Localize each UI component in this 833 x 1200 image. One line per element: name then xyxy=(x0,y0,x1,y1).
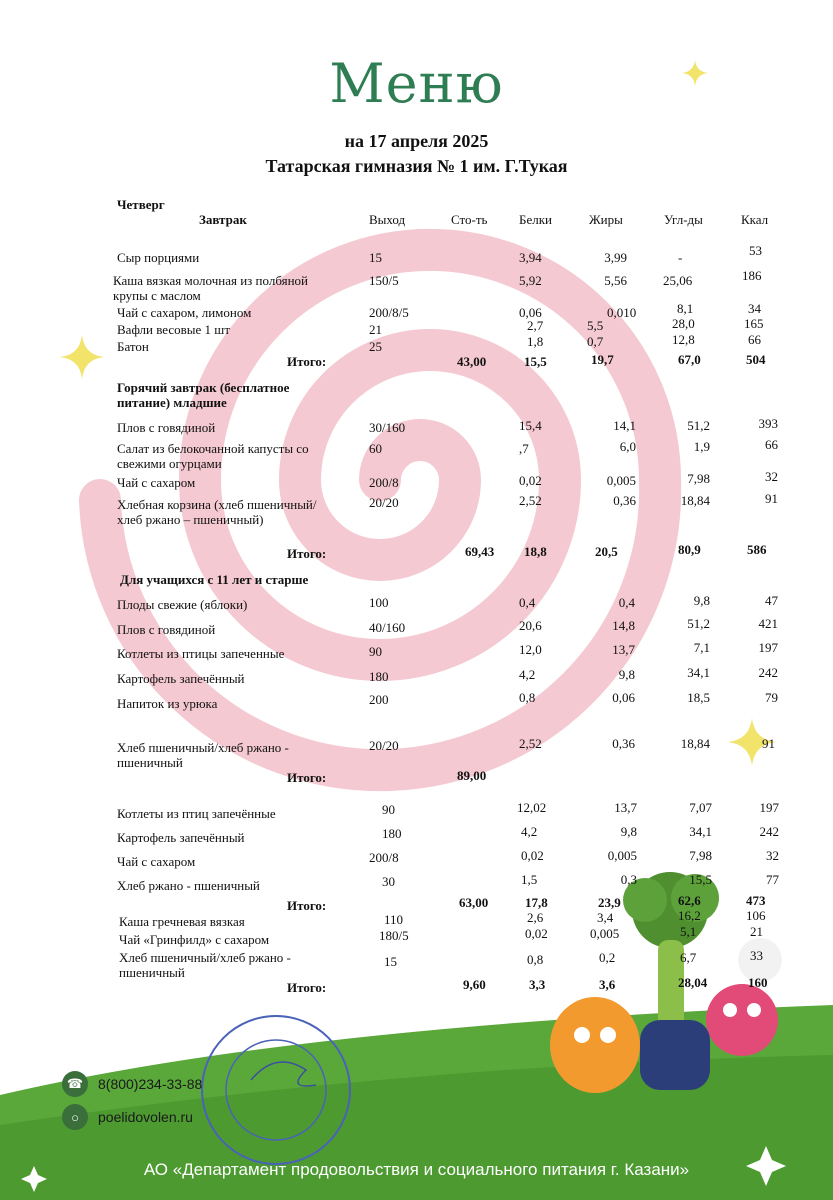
dish-kcal: 106 xyxy=(746,908,766,923)
dish-fat: 0,005 xyxy=(606,473,636,488)
col-header-carbs: Угл-ды xyxy=(664,212,703,227)
dish-kcal: 32 xyxy=(765,469,778,484)
dish-name: Котлеты из птицы запеченные xyxy=(117,646,285,661)
dish-name: Каша гречневая вязкая xyxy=(119,914,245,929)
dish-output: 30/160 xyxy=(369,420,406,435)
dish-name: Вафли весовые 1 шт xyxy=(117,322,230,337)
dish-protein: 2,52 xyxy=(519,736,542,751)
dish-protein: 4,2 xyxy=(519,667,536,682)
website-contact[interactable] xyxy=(62,1104,193,1130)
total-protein: 18,8 xyxy=(524,544,547,559)
total-label: Итого: xyxy=(287,546,327,561)
dish-carbs: 18,84 xyxy=(680,736,710,751)
total-kcal: 586 xyxy=(747,542,767,557)
total-protein: 3,3 xyxy=(529,977,546,992)
dish-output: 180/5 xyxy=(379,928,409,943)
dish-carbs: 34,1 xyxy=(689,824,712,839)
page-title: Меню xyxy=(329,52,504,115)
dish-carbs: 8,1 xyxy=(677,301,694,316)
dish-carbs: 18,5 xyxy=(687,690,710,705)
dish-kcal: 77 xyxy=(766,872,779,887)
dish-output: 200/8 xyxy=(369,850,399,865)
dish-name: Хлеб пшеничный/хлеб ржано - пшеничный xyxy=(119,950,291,980)
dish-carbs: 7,98 xyxy=(689,848,712,863)
dish-output: 25 xyxy=(369,339,382,354)
dish-kcal: 66 xyxy=(765,437,778,452)
total-fat: 3,6 xyxy=(599,977,616,992)
dish-kcal: 165 xyxy=(744,316,764,331)
dish-protein: 12,02 xyxy=(517,800,547,815)
dish-kcal: 66 xyxy=(748,332,761,347)
dish-fat: 0,06 xyxy=(612,690,635,705)
col-header-name: Завтрак xyxy=(199,212,247,227)
official-stamp xyxy=(196,1010,356,1170)
dish-protein: 3,94 xyxy=(519,250,542,265)
dish-kcal: 242 xyxy=(758,665,778,680)
phone-icon: ☎ xyxy=(62,1071,88,1097)
dish-output: 60 xyxy=(369,441,382,456)
dish-carbs: 7,1 xyxy=(693,640,710,655)
dish-carbs: 9,8 xyxy=(693,593,710,608)
dish-name: Хлебная корзина (хлеб пшеничный/хлеб ржано – пшеничный) xyxy=(117,497,317,527)
col-header-output: Выход xyxy=(369,212,406,227)
dish-kcal: 186 xyxy=(742,268,762,283)
dish-kcal: 91 xyxy=(762,736,775,751)
dish-output: 180 xyxy=(369,669,389,684)
total-fat: 23,9 xyxy=(598,895,621,910)
dish-kcal: 79 xyxy=(765,690,778,705)
dish-fat: 13,7 xyxy=(614,800,637,815)
dish-carbs: 28,0 xyxy=(672,316,695,331)
section-heading: Для учащихся с 11 лет и старше xyxy=(120,572,309,587)
dish-fat: 0,4 xyxy=(618,595,635,610)
dish-protein: 0,8 xyxy=(519,690,536,705)
dish-name: Батон xyxy=(117,339,149,354)
dish-protein: 15,4 xyxy=(519,418,542,433)
total-protein: 15,5 xyxy=(524,354,547,369)
dish-fat: 6,0 xyxy=(619,439,636,454)
dish-output: 90 xyxy=(369,644,382,659)
total-label: Итого: xyxy=(287,770,327,785)
dish-kcal: 21 xyxy=(750,924,763,939)
total-kcal: 473 xyxy=(746,893,766,908)
dish-carbs: 51,2 xyxy=(687,418,710,433)
dish-kcal: 242 xyxy=(759,824,779,839)
total-carbs: 67,0 xyxy=(678,352,701,367)
dish-fat: 3,4 xyxy=(597,910,614,925)
dish-name: Каша вязкая молочная из полбяной крупы с маслом xyxy=(113,273,308,303)
total-kcal: 504 xyxy=(746,352,766,367)
dish-protein: 20,6 xyxy=(519,618,542,633)
dish-protein: 2,52 xyxy=(519,493,542,508)
dish-carbs: 6,7 xyxy=(680,950,697,965)
dish-kcal: 53 xyxy=(749,243,762,258)
dish-protein: 12,0 xyxy=(519,642,542,657)
dish-fat: 0,005 xyxy=(607,848,637,863)
col-header-fat: Жиры xyxy=(589,212,623,227)
phone-number[interactable]: 8(800)234-33-88 xyxy=(98,1076,203,1092)
dish-protein: 0,4 xyxy=(519,595,536,610)
dish-carbs: - xyxy=(678,250,683,265)
total-protein: 17,8 xyxy=(525,895,548,910)
total-carbs: 80,9 xyxy=(678,542,701,557)
total-label: Итого: xyxy=(287,354,327,369)
dish-fat: 0,7 xyxy=(587,334,604,349)
dish-name: Напиток из урюка xyxy=(117,696,218,711)
total-fat: 19,7 xyxy=(591,352,614,367)
dish-name: Плов с говядиной xyxy=(117,622,216,637)
day-label: Четверг xyxy=(117,197,165,212)
dish-protein: 0,8 xyxy=(527,952,544,967)
dish-output: 110 xyxy=(384,912,404,927)
dish-protein: 0,06 xyxy=(519,305,542,320)
dish-kcal: 47 xyxy=(765,593,778,608)
dish-kcal: 197 xyxy=(758,640,778,655)
dish-kcal: 33 xyxy=(750,948,763,963)
dish-kcal: 91 xyxy=(765,491,778,506)
dish-fat: 14,8 xyxy=(612,618,635,633)
dish-output: 180 xyxy=(382,826,402,841)
total-price: 9,60 xyxy=(463,977,486,992)
total-label: Итого: xyxy=(287,898,327,913)
dish-name: Хлеб пшеничный/хлеб ржано - пшеничный xyxy=(117,740,289,770)
dish-name: Плоды свежие (яблоки) xyxy=(117,597,248,612)
dish-output: 40/160 xyxy=(369,620,406,635)
dish-name: Салат из белокочанной капусты со свежими огурцами xyxy=(117,441,309,471)
total-kcal: 160 xyxy=(748,975,768,990)
dish-fat: 0,36 xyxy=(613,493,636,508)
total-label: Итого: xyxy=(287,980,327,995)
dish-output: 20/20 xyxy=(369,738,399,753)
dish-protein: 0,02 xyxy=(521,848,544,863)
dish-name: Сыр порциями xyxy=(117,250,200,265)
dish-fat: 0,2 xyxy=(599,950,616,965)
dish-name: Чай с сахаром, лимоном xyxy=(117,305,252,320)
dish-carbs: 15,5 xyxy=(689,872,712,887)
dish-fat: 0,3 xyxy=(620,872,637,887)
dish-output: 200 xyxy=(369,692,389,707)
dish-kcal: 393 xyxy=(758,416,778,431)
dish-carbs: 7,98 xyxy=(687,471,710,486)
dish-name: Чай «Гринфилд» с сахаром xyxy=(119,932,270,947)
total-price: 63,00 xyxy=(459,895,489,910)
dish-fat: 9,8 xyxy=(620,824,637,839)
dish-output: 21 xyxy=(369,322,382,337)
dish-protein: 2,7 xyxy=(527,318,544,333)
dish-carbs: 7,07 xyxy=(689,800,712,815)
dish-fat: 0,010 xyxy=(607,305,637,320)
dish-protein: 5,92 xyxy=(519,273,542,288)
vegetable-mascots-illustration xyxy=(520,860,820,1130)
col-header-kcal: Ккал xyxy=(741,212,769,227)
dish-fat: 0,36 xyxy=(612,736,635,751)
dish-fat: 14,1 xyxy=(613,418,636,433)
total-price: 69,43 xyxy=(465,544,495,559)
dish-carbs: 34,1 xyxy=(687,665,710,680)
menu-date: на 17 апреля 2025 xyxy=(344,131,489,151)
dish-name: Хлеб ржано - пшеничный xyxy=(117,878,260,893)
dish-name: Картофель запечённый xyxy=(117,830,245,845)
dish-fat: 9,8 xyxy=(618,667,635,682)
dish-output: 30 xyxy=(382,874,395,889)
dish-name: Котлеты из птиц запечённые xyxy=(117,806,276,821)
dish-carbs: 25,06 xyxy=(663,273,693,288)
dish-protein: 1,5 xyxy=(521,872,538,887)
dish-carbs: 1,9 xyxy=(693,439,710,454)
dish-output: 200/8/5 xyxy=(369,305,409,320)
dish-kcal: 32 xyxy=(766,848,779,863)
section-heading: Горячий завтрак (бесплатное питание) младшие xyxy=(117,380,290,410)
dish-output: 90 xyxy=(382,802,395,817)
dish-output: 100 xyxy=(369,595,389,610)
dish-kcal: 421 xyxy=(758,616,778,631)
dish-protein: 1,8 xyxy=(527,334,544,349)
dish-output: 200/8 xyxy=(369,475,399,490)
dish-carbs: 51,2 xyxy=(687,616,710,631)
dish-output: 20/20 xyxy=(369,495,399,510)
dish-fat: 5,56 xyxy=(604,273,627,288)
total-price: 43,00 xyxy=(457,354,487,369)
dish-output: 150/5 xyxy=(369,273,399,288)
website-link[interactable]: poelidovolen.ru xyxy=(98,1109,193,1125)
total-carbs: 62,6 xyxy=(678,893,701,908)
total-carbs: 28,04 xyxy=(678,975,708,990)
dish-protein: ,7 xyxy=(519,441,529,456)
dish-name: Чай с сахаром xyxy=(117,475,196,490)
total-fat: 20,5 xyxy=(595,544,618,559)
col-header-price: Сто-ть xyxy=(451,212,488,227)
dish-name: Чай с сахаром xyxy=(117,854,196,869)
dish-carbs: 18,84 xyxy=(680,493,710,508)
dish-carbs: 5,1 xyxy=(680,924,697,939)
globe-icon: ○ xyxy=(62,1104,88,1130)
dish-output: 15 xyxy=(369,250,382,265)
dish-fat: 5,5 xyxy=(587,318,604,333)
dish-name: Картофель запечённый xyxy=(117,671,245,686)
school-name: Татарская гимназия № 1 им. Г.Тукая xyxy=(265,156,568,176)
dish-kcal: 197 xyxy=(759,800,779,815)
dish-protein: 2,6 xyxy=(527,910,544,925)
dish-protein: 4,2 xyxy=(521,824,538,839)
col-header-protein: Белки xyxy=(519,212,552,227)
dish-protein: 0,02 xyxy=(525,926,548,941)
dish-carbs: 16,2 xyxy=(678,908,701,923)
dish-name: Плов с говядиной xyxy=(117,420,216,435)
dish-carbs: 12,8 xyxy=(672,332,695,347)
dish-fat: 3,99 xyxy=(604,250,627,265)
dish-output: 15 xyxy=(384,954,397,969)
dish-kcal: 34 xyxy=(748,301,761,316)
footer-organization: АО «Департамент продовольствия и социального питания г. Казани» xyxy=(143,1160,690,1179)
phone-contact[interactable] xyxy=(62,1071,202,1097)
dish-fat: 0,005 xyxy=(590,926,620,941)
sparkle-icon xyxy=(60,335,104,379)
dish-fat: 13,7 xyxy=(612,642,635,657)
dish-protein: 0,02 xyxy=(519,473,542,488)
total-price: 89,00 xyxy=(457,768,487,783)
